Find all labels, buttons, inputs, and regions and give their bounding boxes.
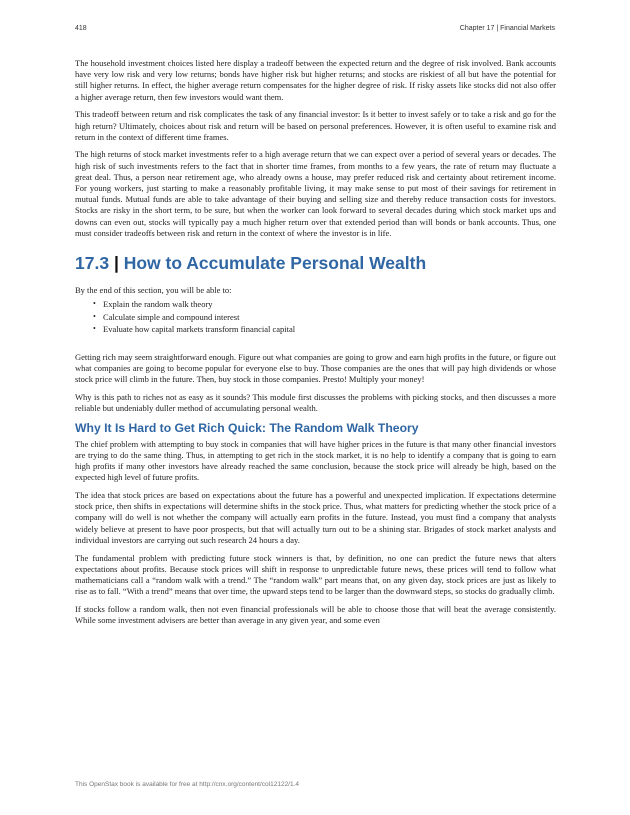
paragraph: The idea that stock prices are based on expectations about the future has a powerful and unexpected implication. If expectations determine stock price, then shifts in expectations will determine shifts in the stock price. Thus, what matters for predicting whether the stock price of a company will do well is not whether the company will actually earn profits in the future. Instead, you must find a company that analysts widely believe at present to have poor prospects, but that will actually turn out to be a shining star. Brigades of stock market analysts and individual investors are carrying out such research 24 hours a day. bbox=[75, 490, 556, 545]
paragraph: Why is this path to riches not as easy as it sounds? This module first discusses the problems with picking stocks, and then discusses a more reliable but undeniably duller method of accumulating personal wealth. bbox=[75, 391, 556, 414]
section-heading bbox=[75, 253, 556, 273]
page-header bbox=[75, 25, 555, 32]
page-number: 418 bbox=[75, 25, 87, 32]
paragraph: This tradeoff between return and risk complicates the task of any financial investor: Is it better to invest safely or to take a risk and go for the high return? Ultimately, choices about risk and return will be based on personal preferences. However, it is often useful to examine risk and return in the context of different time frames. bbox=[75, 109, 556, 142]
header-separator: | bbox=[496, 25, 499, 32]
section-number: 17.3 bbox=[75, 253, 110, 274]
chapter-title: Financial Markets bbox=[500, 25, 555, 32]
section-title: How to Accumulate Personal Wealth bbox=[123, 253, 427, 274]
objectives-intro: By the end of this section, you will be able to: bbox=[75, 285, 232, 296]
page-body bbox=[75, 58, 556, 633]
chapter-label: Chapter 17 bbox=[459, 25, 495, 32]
running-head bbox=[460, 25, 555, 32]
page-footer: This OpenStax book is available for free at http://cnx.org/content/col12122/1.4 bbox=[75, 781, 300, 788]
paragraph: The household investment choices listed here display a tradeoff between the expected return and the degree of risk involved. Bank accounts have very low risk and very low returns; bonds have higher risk but higher returns; and stocks are riskiest of all but have the potential for still higher returns. In effect, the higher average return compensates for the higher degree of risk. If risky assets like stocks did not also offer a higher average return, then few investors would want them. bbox=[75, 58, 556, 102]
objective-item: • Calculate simple and compound interest bbox=[93, 311, 556, 324]
paragraph: The high returns of stock market investments refer to a high average return that we can expect over a period of several years or decades. The high risk of such investments refers to the fact that in shorter time frames, from months to a few years, the rate of return may fluctuate a great deal. Thus, a person near retirement age, who already owns a house, may prefer reduced risk and certainty about retirement income. For young workers, just starting to make a reasonably profitable living, it may make sense to put most of their savings for retirement in mutual funds. Mutual funds are able to take advantage of their buying and selling size and thereby reduce transaction costs for investors. Stocks are risky in the short term, to be sure, but when the worker can look forward to several decades during which stock market ups and downs can even out, stocks will typically pay a much higher return over that extended period than will bonds or bank accounts. Thus, one must consider tradeoffs between risk and return in the context of where the investor is in life. bbox=[75, 149, 556, 238]
section-separator: | bbox=[113, 253, 119, 274]
learning-objectives-list bbox=[75, 298, 556, 336]
objective-item: • Evaluate how capital markets transform financial capital bbox=[93, 323, 556, 336]
paragraph: Getting rich may seem straightforward enough. Figure out what companies are going to grow and earn high profits in the future, or figure out what companies are going to become popular for everyone else to buy. Those companies are the ones that will pay high dividends or whose stock price will climb in the future. Then, buy stock in those companies. Presto! Multiply your money! bbox=[75, 351, 556, 385]
subsection-heading: Why It Is Hard to Get Rich Quick: The Random Walk Theory bbox=[75, 420, 419, 435]
paragraph: The chief problem with attempting to buy stock in companies that will have higher prices in the future is that many other financial investors are trying to do the same thing. Thus, in attempting to get rich in the stock market, it is no help to identify a company that is going to earn high profits if many other investors have already reached the same conclusion, because the stock price will already be high, based on the expected high level of future profits. bbox=[75, 438, 556, 483]
paragraph: The fundamental problem with predicting future stock winners is that, by definition, no one can predict the future news that alters expectations about profits. Because stock prices will shift in response to unpredictable future news, these prices will tend to follow what mathematicians call a “random walk with a trend.” The “random walk” part means that, on any given day, stock prices are just as likely to rise as to fall. “With a trend” means that over time, the upward steps tend to be larger than the downward steps, so stocks do gradually climb. bbox=[75, 552, 556, 597]
objective-item: • Explain the random walk theory bbox=[93, 298, 556, 311]
paragraph: If stocks follow a random walk, then not even financial professionals will be able to choose those that will beat the average consistently. While some investment advisers are better than average in any given year, and some even bbox=[75, 603, 556, 626]
